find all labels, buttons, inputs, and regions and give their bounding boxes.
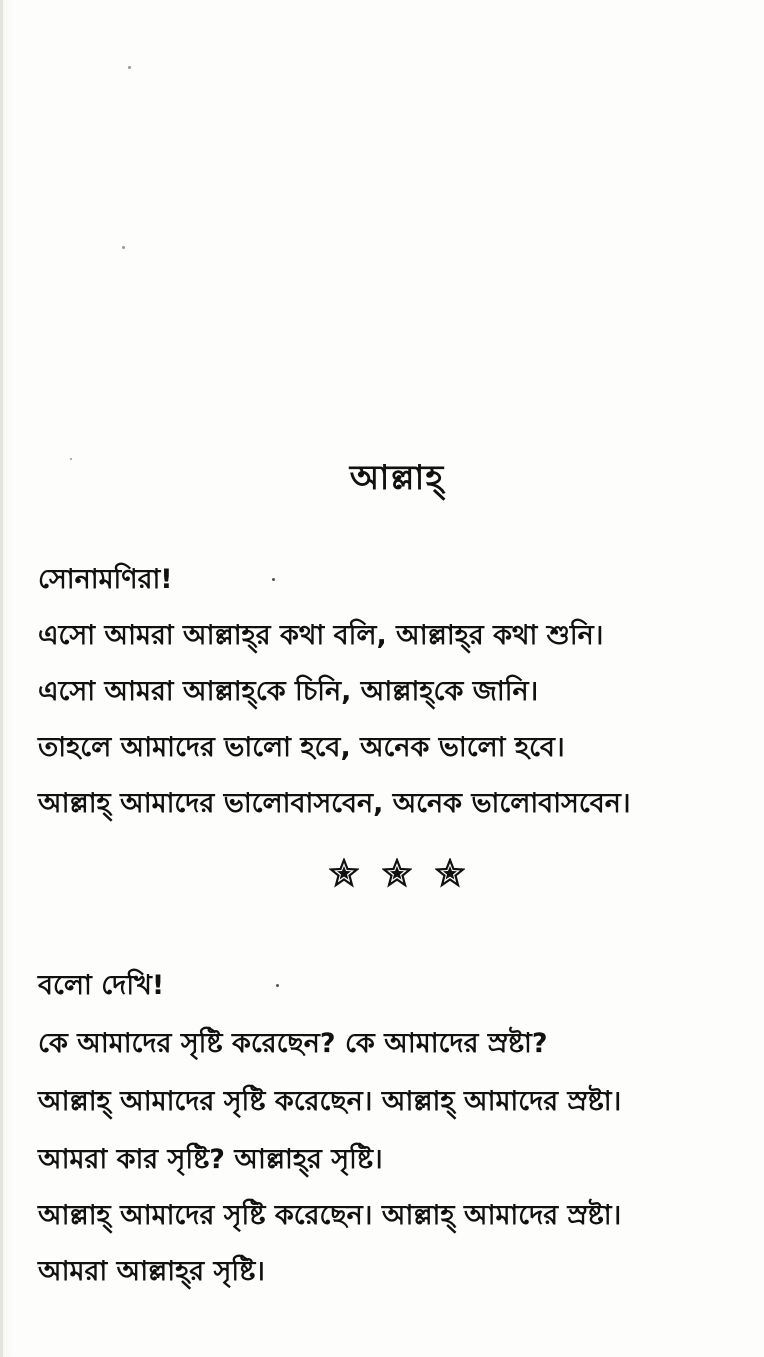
verse-line: কে আমাদের সৃষ্টি করেছেন? কে আমাদের স্রষ্টা? (38, 1028, 548, 1059)
star-ornament-icon (382, 858, 412, 888)
star-ornament-icon (329, 858, 359, 888)
page-edge (0, 0, 3, 1357)
verse-line: আমরা কার সৃষ্টি? আল্লাহ্‌র সৃষ্টি। (38, 1144, 383, 1175)
verse-line: সোনামণিরা! (38, 564, 173, 595)
section-divider (0, 858, 764, 888)
verse-line: এসো আমরা আল্লাহ্‌র কথা বলি, আল্লাহ্‌র কথা শুনি। (38, 620, 604, 651)
verse-line: আল্লাহ্ আমাদের ভালোবাসবেন, অনেক ভালোবাসবেন। (38, 788, 631, 819)
paper-speck (122, 246, 125, 249)
star-ornament-icon (435, 858, 465, 888)
verse-line: এসো আমরা আল্লাহ্‌কে চিনি, আল্লাহ্‌কে জানি। (38, 676, 539, 707)
verse-line: তাহলে আমাদের ভালো হবে, অনেক ভালো হবে। (38, 732, 565, 763)
verse-line: আল্লাহ্ আমাদের সৃষ্টি করেছেন। আল্লাহ্ আমাদের স্রষ্টা। (38, 1086, 622, 1117)
verse-line: বলো দেখি! (38, 970, 165, 1001)
verse-line: আল্লাহ্ আমাদের সৃষ্টি করেছেন। আল্লাহ্ আমাদের স্রষ্টা। (38, 1200, 622, 1231)
verse-line: আমরা আল্লাহ্‌র সৃষ্টি। (38, 1256, 265, 1287)
page-title: আল্লাহ্ (349, 458, 445, 498)
paper-speck (128, 66, 131, 69)
